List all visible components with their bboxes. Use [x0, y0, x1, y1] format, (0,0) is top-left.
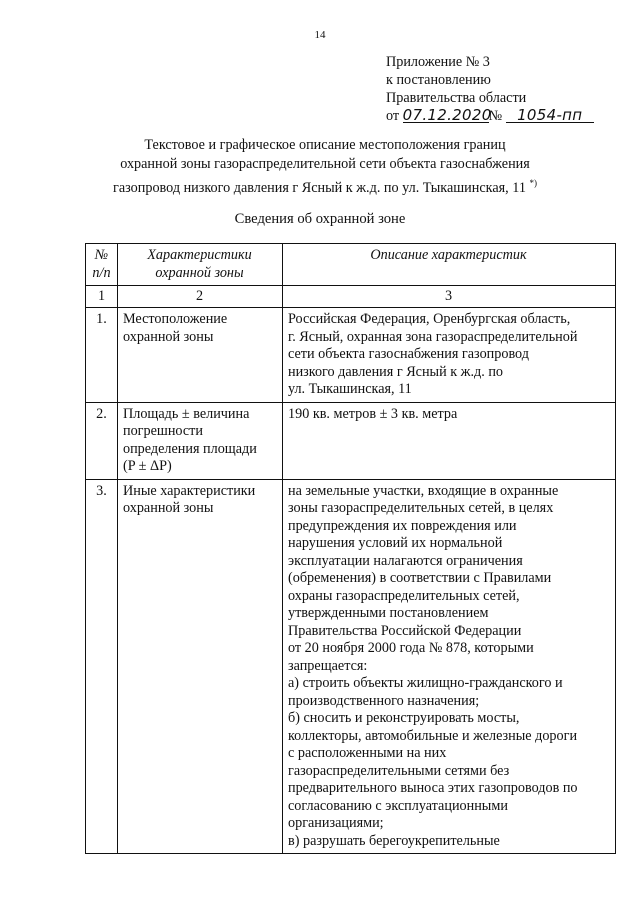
text-line: 190 кв. метров ± 3 кв. метра: [288, 405, 458, 422]
text-line: на земельные участки, входящие в охранные: [288, 482, 559, 499]
handwritten-number: 1054-пп: [506, 108, 594, 123]
zone-info-table: [85, 243, 616, 854]
text-line: а) строить объекты жилищно-гражданского и: [288, 675, 563, 691]
row-characteristic: [118, 479, 283, 854]
text-line: коллекторы, автомобильные и железные дороги: [288, 727, 578, 744]
text-line: производственного назначения;: [288, 692, 480, 709]
column-number-1: 1: [86, 286, 118, 308]
row-description: [283, 308, 616, 403]
header-characteristics-line-2: охранной зоны: [155, 264, 244, 281]
text-line: Иные характеристики: [123, 482, 256, 499]
row-number: 2.: [86, 402, 118, 479]
text-line: в) разрушать берегоукрепительные: [288, 832, 500, 849]
row-description: [283, 479, 616, 854]
appendix-resolution: к постановлению: [386, 72, 491, 88]
text-line: (P ± ΔP): [123, 458, 172, 474]
text-line: от 20 ноября 2000 года № 878, которыми: [288, 640, 534, 656]
title-line-3: [60, 174, 590, 198]
text-line: эксплуатации налагаются ограничения: [288, 552, 523, 569]
table-row: [86, 402, 616, 479]
header-characteristics-line-1: Характеристики: [147, 247, 252, 263]
text-line: охранной зоны: [123, 500, 214, 516]
column-number-2: 2: [118, 286, 283, 308]
text-line: охраны газораспределительных сетей,: [288, 587, 520, 604]
text-line: зоны газораспределительных сетей, в целях: [288, 500, 554, 516]
row-characteristic: [118, 308, 283, 403]
text-line: ул. Тыкашинская, 11: [288, 381, 412, 397]
row-number: 3.: [86, 479, 118, 854]
text-line: Российская Федерация, Оренбургская область,: [288, 311, 571, 327]
text-line: газораспределительными сетями без: [288, 762, 510, 779]
text-line: Правительства Российской Федерации: [288, 622, 522, 639]
text-line: согласованию с эксплуатационными: [288, 797, 508, 814]
section-subtitle: Сведения об охранной зоне: [234, 211, 406, 227]
row-description: [283, 402, 616, 479]
column-number-3: 3: [283, 286, 616, 308]
header-number-cell: [86, 244, 118, 286]
text-line: организациями;: [288, 815, 384, 831]
header-number-sign: №: [94, 247, 109, 263]
text-line: запрещается:: [288, 657, 368, 674]
text-line: охранной зоны: [123, 328, 214, 345]
text-line: с расположенными на них: [288, 745, 447, 761]
text-line: нарушения условий их нормальной: [288, 535, 503, 551]
table-header-row: [86, 244, 616, 286]
header-number-abbrev: п/п: [92, 264, 111, 281]
column-number-row: [86, 286, 616, 308]
text-line: б) сносить и реконструировать мосты,: [288, 710, 520, 726]
text-line: сети объекта газоснабжения газопровод: [288, 346, 529, 362]
footnote-mark: *): [529, 178, 537, 188]
table-row: [86, 308, 616, 403]
document-title: [60, 136, 590, 198]
header-characteristics-cell: [118, 244, 283, 286]
page-number: 14: [314, 29, 326, 41]
text-line: погрешности: [123, 423, 203, 439]
appendix-block: [386, 53, 594, 125]
row-characteristic: [118, 402, 283, 479]
title-line-3-text: газопровод низкого давления г Ясный к ж.д. по ул. Тыкашинская, 11: [113, 180, 526, 196]
text-line: определения площади: [123, 440, 257, 457]
appendix-title: Приложение № 3: [386, 54, 490, 70]
from-label: от: [386, 108, 400, 124]
header-description-cell: Описание характеристик: [283, 244, 616, 286]
text-line: (обременения) в соответствии с Правилами: [288, 570, 552, 586]
text-line: низкого давления г Ясный к ж.д. по: [288, 363, 504, 380]
appendix-date-line: [386, 107, 594, 125]
number-sign: №: [488, 108, 503, 124]
table-row: [86, 479, 616, 854]
handwritten-date: 07.12.2020: [402, 106, 492, 124]
title-line-1: Текстовое и графическое описание местоположения границ: [144, 137, 506, 153]
text-line: Площадь ± величина: [123, 405, 250, 422]
text-line: предварительного выноса этих газопроводов по: [288, 780, 578, 796]
text-line: г. Ясный, охранная зона газораспределительной: [288, 328, 578, 345]
text-line: утвержденными постановлением: [288, 605, 489, 621]
text-line: предупреждения их повреждения или: [288, 517, 517, 534]
row-number: 1.: [86, 308, 118, 403]
title-line-2: охранной зоны газораспределительной сети объекта газоснабжения: [120, 156, 530, 172]
appendix-government: Правительства области: [386, 90, 527, 106]
text-line: Местоположение: [123, 311, 228, 327]
